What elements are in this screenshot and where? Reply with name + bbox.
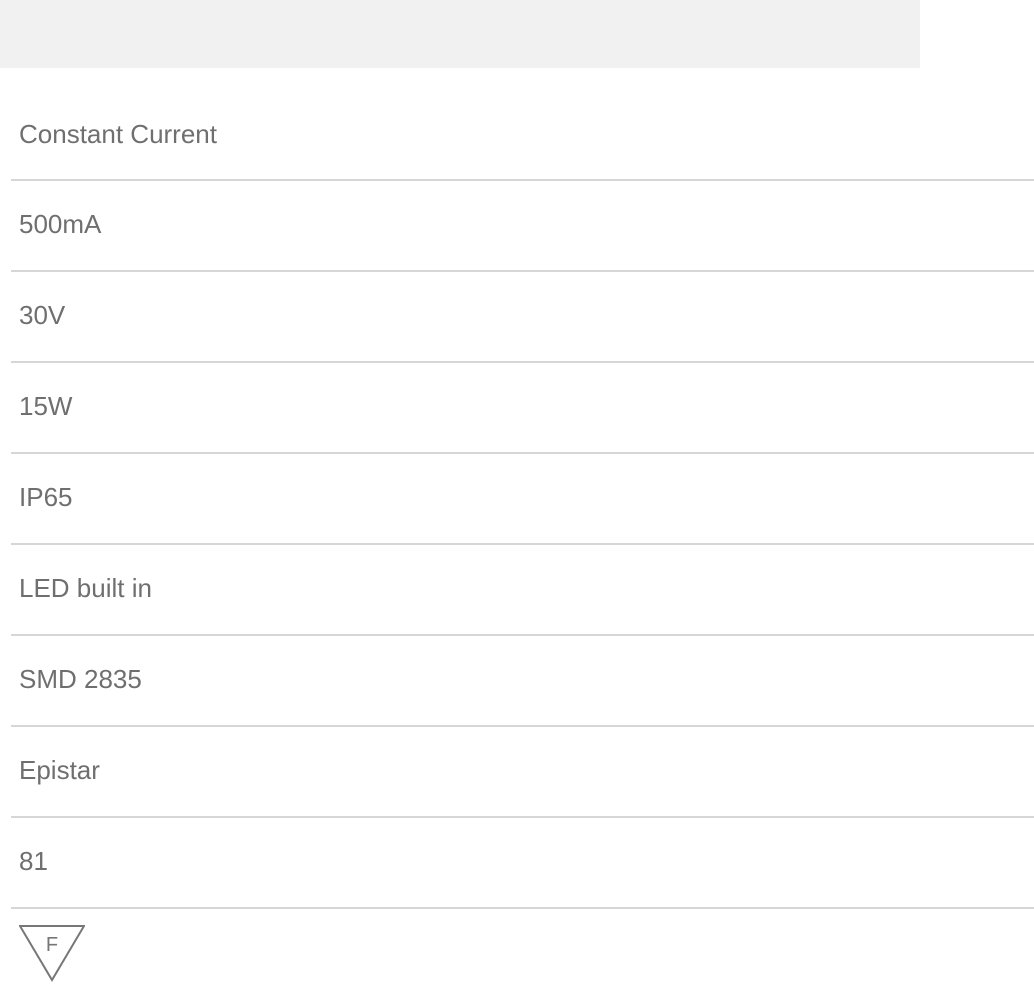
f-mark-letter: F — [45, 934, 59, 956]
f-mark-triangle-icon — [19, 924, 85, 982]
spec-led-type: SMD 2835 — [11, 636, 1034, 727]
spec-light-source: LED built in — [11, 545, 1034, 636]
spec-cri: 81 — [11, 818, 1034, 909]
header-bar — [0, 0, 920, 68]
spec-voltage: 30V — [11, 272, 1034, 363]
spec-chip-brand: Epistar — [11, 727, 1034, 818]
spec-ip-rating: IP65 — [11, 454, 1034, 545]
spec-power: 15W — [11, 363, 1034, 454]
spec-list — [11, 92, 1034, 909]
spec-current: 500mA — [11, 181, 1034, 272]
spec-driver-type: Constant Current — [11, 92, 1034, 181]
